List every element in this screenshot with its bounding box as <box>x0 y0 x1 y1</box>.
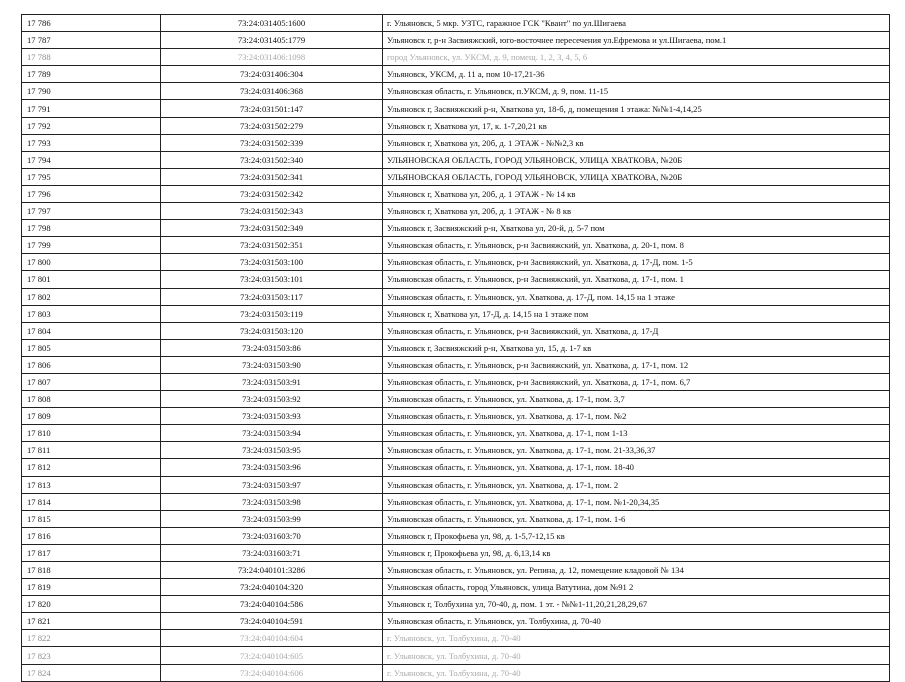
address-cell: Ульяновская область, г. Ульяновск, ул. Хваткова, д. 17-1, пом. 1-6 <box>383 510 890 527</box>
address-cell: Ульяновск г, Хваткова ул, 20б, д. 1 ЭТАЖ - № 14 кв <box>383 185 890 202</box>
table-row <box>22 425 890 442</box>
row-number-cell: 17 786 <box>22 15 161 32</box>
address-cell: Ульяновская область, г. Ульяновск, ул. Хваткова, д. 17-1, пом. 2 <box>383 476 890 493</box>
address-cell: Ульяновск г, Засвияжский р-н, Хваткова ул, 18-б, д, помещения 1 этажа: №№1-4,14,25 <box>383 100 890 117</box>
table-row <box>22 15 890 32</box>
address-cell: Ульяновская область, г. Ульяновск, ул. Репина, д. 12, помещение кладовой № 134 <box>383 562 890 579</box>
row-number-cell: 17 800 <box>22 254 161 271</box>
row-number-cell: 17 823 <box>22 647 161 664</box>
address-cell: город Ульяновск, ул. УКСМ, д. 9, помещ. 1, 2, 3, 4, 5, 6 <box>383 49 890 66</box>
row-number-cell: 17 809 <box>22 408 161 425</box>
address-cell: Ульяновская область, г. Ульяновск, ул. Хваткова, д. 17-1, пом. №1-20,34,35 <box>383 493 890 510</box>
row-number-cell: 17 801 <box>22 271 161 288</box>
cadastral-number-cell: 73:24:031502:343 <box>161 203 383 220</box>
cadastral-number-cell: 73:24:031503:119 <box>161 305 383 322</box>
table-row <box>22 408 890 425</box>
row-number-cell: 17 796 <box>22 185 161 202</box>
address-cell: г. Ульяновск, ул. Толбухина, д. 70-40 <box>383 647 890 664</box>
row-number-cell: 17 821 <box>22 613 161 630</box>
address-cell: Ульяновская область, г. Ульяновск, р-н Засвияжский, ул. Хваткова, д. 17-1, пом. 6,7 <box>383 373 890 390</box>
cadastral-number-cell: 73:24:031503:92 <box>161 391 383 408</box>
table-row <box>22 32 890 49</box>
cadastral-number-cell: 73:24:031503:101 <box>161 271 383 288</box>
table-row <box>22 339 890 356</box>
address-cell: Ульяновск г, Прокофьева ул, 98, д. 1-5,7-12,15 кв <box>383 527 890 544</box>
registry-table-body <box>22 15 890 682</box>
row-number-cell: 17 815 <box>22 510 161 527</box>
table-row <box>22 391 890 408</box>
cadastral-number-cell: 73:24:040104:586 <box>161 596 383 613</box>
row-number-cell: 17 820 <box>22 596 161 613</box>
table-row <box>22 647 890 664</box>
table-row <box>22 356 890 373</box>
address-cell: Ульяновская область, г. Ульяновск, ул. Хваткова, д. 17-1, пом. 21-33,36,37 <box>383 442 890 459</box>
row-number-cell: 17 817 <box>22 544 161 561</box>
cadastral-number-cell: 73:24:031406:368 <box>161 83 383 100</box>
row-number-cell: 17 803 <box>22 305 161 322</box>
row-number-cell: 17 810 <box>22 425 161 442</box>
row-number-cell: 17 822 <box>22 630 161 647</box>
address-cell: Ульяновск г, Засвияжский р-н, Хваткова ул, 15, д. 1-7 кв <box>383 339 890 356</box>
table-row <box>22 288 890 305</box>
cadastral-number-cell: 73:24:031503:98 <box>161 493 383 510</box>
row-number-cell: 17 799 <box>22 237 161 254</box>
cadastral-number-cell: 73:24:031501:147 <box>161 100 383 117</box>
row-number-cell: 17 816 <box>22 527 161 544</box>
row-number-cell: 17 798 <box>22 220 161 237</box>
address-cell: Ульяновская область, г. Ульяновск, ул. Хваткова, д. 17-1, пом. 3,7 <box>383 391 890 408</box>
address-cell: УЛЬЯНОВСКАЯ ОБЛАСТЬ, ГОРОД УЛЬЯНОВСК, УЛИЦА ХВАТКОВА, №20Б <box>383 168 890 185</box>
cadastral-number-cell: 73:24:031503:91 <box>161 373 383 390</box>
table-row <box>22 493 890 510</box>
address-cell: Ульяновская область, г. Ульяновск, ул. Хваткова, д. 17-1, пом. №2 <box>383 408 890 425</box>
row-number-cell: 17 791 <box>22 100 161 117</box>
table-row <box>22 459 890 476</box>
table-row <box>22 185 890 202</box>
row-number-cell: 17 814 <box>22 493 161 510</box>
address-cell: Ульяновск г, Толбухина ул, 70-40, д, пом. 1 эт. - №№1-11,20,21,28,29,67 <box>383 596 890 613</box>
table-row <box>22 613 890 630</box>
address-cell: Ульяновская область, г. Ульяновск, п.УКСМ, д. 9, пом. 11-15 <box>383 83 890 100</box>
cadastral-number-cell: 73:24:031503:120 <box>161 322 383 339</box>
table-row <box>22 373 890 390</box>
table-row <box>22 168 890 185</box>
row-number-cell: 17 794 <box>22 151 161 168</box>
table-row <box>22 562 890 579</box>
address-cell: Ульяновск г, Прокофьева ул, 98, д. 6,13,14 кв <box>383 544 890 561</box>
table-row <box>22 49 890 66</box>
table-row <box>22 476 890 493</box>
cadastral-number-cell: 73:24:031406:304 <box>161 66 383 83</box>
address-cell: г. Ульяновск, ул. Толбухина, д. 70-40 <box>383 664 890 681</box>
address-cell: г. Ульяновск, ул. Толбухина, д. 70-40 <box>383 630 890 647</box>
cadastral-number-cell: 73:24:031502:339 <box>161 134 383 151</box>
cadastral-number-cell: 73:24:031502:351 <box>161 237 383 254</box>
address-cell: Ульяновск г, Засвияжский р-н, Хваткова ул, 20-й, д. 5-7 пом <box>383 220 890 237</box>
address-cell: Ульяновск г, Хваткова ул, 17-Д, д. 14,15 на 1 этаже пом <box>383 305 890 322</box>
row-number-cell: 17 789 <box>22 66 161 83</box>
cadastral-number-cell: 73:24:040104:320 <box>161 579 383 596</box>
table-row <box>22 579 890 596</box>
table-row <box>22 442 890 459</box>
cadastral-number-cell: 73:24:031503:97 <box>161 476 383 493</box>
address-cell: Ульяновская область, г. Ульяновск, р-н Засвияжский, ул. Хваткова, д. 17-Д <box>383 322 890 339</box>
row-number-cell: 17 790 <box>22 83 161 100</box>
table-row <box>22 664 890 681</box>
address-cell: Ульяновская область, г. Ульяновск, ул. Хваткова, д. 17-1, пом. 18-40 <box>383 459 890 476</box>
row-number-cell: 17 813 <box>22 476 161 493</box>
row-number-cell: 17 788 <box>22 49 161 66</box>
cadastral-number-cell: 73:24:031405:1600 <box>161 15 383 32</box>
row-number-cell: 17 812 <box>22 459 161 476</box>
cadastral-number-cell: 73:24:031502:342 <box>161 185 383 202</box>
table-row <box>22 220 890 237</box>
address-cell: Ульяновская область, г. Ульяновск, р-н Засвияжский, ул. Хваткова, д. 20-1, пом. 8 <box>383 237 890 254</box>
table-row <box>22 510 890 527</box>
address-cell: УЛЬЯНОВСКАЯ ОБЛАСТЬ, ГОРОД УЛЬЯНОВСК, УЛИЦА ХВАТКОВА, №20Б <box>383 151 890 168</box>
table-row <box>22 203 890 220</box>
cadastral-number-cell: 73:24:031603:71 <box>161 544 383 561</box>
row-number-cell: 17 819 <box>22 579 161 596</box>
cadastral-number-cell: 73:24:040104:591 <box>161 613 383 630</box>
cadastral-number-cell: 73:24:031502:279 <box>161 117 383 134</box>
row-number-cell: 17 806 <box>22 356 161 373</box>
row-number-cell: 17 787 <box>22 32 161 49</box>
table-row <box>22 134 890 151</box>
address-cell: Ульяновск, УКСМ, д. 11 а, пом 10-17,21-36 <box>383 66 890 83</box>
address-cell: Ульяновская область, г. Ульяновск, р-н Засвияжский, ул. Хваткова, д. 17-1, пом. 12 <box>383 356 890 373</box>
address-cell: г. Ульяновск, 5 мкр. УЗТС, гаражное ГСК "Квант" по ул.Шигаева <box>383 15 890 32</box>
address-cell: Ульяновская область, город Ульяновск, улица Ватутина, дом №91 2 <box>383 579 890 596</box>
address-cell: Ульяновск г, Хваткова ул, 17, к. 1-7,20,21 кв <box>383 117 890 134</box>
cadastral-number-cell: 73:24:031502:340 <box>161 151 383 168</box>
cadastral-number-cell: 73:24:031503:95 <box>161 442 383 459</box>
row-number-cell: 17 804 <box>22 322 161 339</box>
table-row <box>22 151 890 168</box>
table-row <box>22 596 890 613</box>
cadastral-number-cell: 73:24:031503:93 <box>161 408 383 425</box>
row-number-cell: 17 807 <box>22 373 161 390</box>
table-row <box>22 630 890 647</box>
table-row <box>22 322 890 339</box>
address-cell: Ульяновск г, р-н Засвияжский, юго-восточнее пересечения ул.Ефремова и ул.Шигаева, пом.1 <box>383 32 890 49</box>
table-row <box>22 237 890 254</box>
cadastral-number-cell: 73:24:031503:100 <box>161 254 383 271</box>
address-cell: Ульяновская область, г. Ульяновск, р-н Засвияжский, ул. Хваткова, д. 17-Д, пом. 1-5 <box>383 254 890 271</box>
table-row <box>22 100 890 117</box>
cadastral-number-cell: 73:24:031503:99 <box>161 510 383 527</box>
cadastral-number-cell: 73:24:040104:604 <box>161 630 383 647</box>
table-row <box>22 544 890 561</box>
table-row <box>22 83 890 100</box>
cadastral-number-cell: 73:24:040104:605 <box>161 647 383 664</box>
row-number-cell: 17 811 <box>22 442 161 459</box>
row-number-cell: 17 795 <box>22 168 161 185</box>
address-cell: Ульяновск г, Хваткова ул, 20б, д. 1 ЭТАЖ - № 8 кв <box>383 203 890 220</box>
registry-sheet <box>21 14 889 682</box>
cadastral-number-cell: 73:24:031405:1779 <box>161 32 383 49</box>
cadastral-number-cell: 73:24:031503:86 <box>161 339 383 356</box>
cadastral-number-cell: 73:24:040101:3286 <box>161 562 383 579</box>
row-number-cell: 17 792 <box>22 117 161 134</box>
address-cell: Ульяновская область, г. Ульяновск, р-н Засвияжский, ул. Хваткова, д. 17-1, пом. 1 <box>383 271 890 288</box>
row-number-cell: 17 793 <box>22 134 161 151</box>
address-cell: Ульяновская область, г. Ульяновск, ул. Толбухина, д. 70-40 <box>383 613 890 630</box>
address-cell: Ульяновская область, г. Ульяновск, ул. Хваткова, д. 17-1, пом 1-13 <box>383 425 890 442</box>
address-cell: Ульяновск г, Хваткова ул, 20б, д. 1 ЭТАЖ - №№2,3 кв <box>383 134 890 151</box>
cadastral-number-cell: 73:24:031406:1098 <box>161 49 383 66</box>
cadastral-number-cell: 73:24:031503:96 <box>161 459 383 476</box>
table-row <box>22 527 890 544</box>
cadastral-number-cell: 73:24:031503:90 <box>161 356 383 373</box>
row-number-cell: 17 818 <box>22 562 161 579</box>
row-number-cell: 17 802 <box>22 288 161 305</box>
table-row <box>22 305 890 322</box>
table-row <box>22 271 890 288</box>
row-number-cell: 17 824 <box>22 664 161 681</box>
registry-table <box>21 14 890 682</box>
table-row <box>22 254 890 271</box>
table-row <box>22 117 890 134</box>
cadastral-number-cell: 73:24:031502:349 <box>161 220 383 237</box>
row-number-cell: 17 808 <box>22 391 161 408</box>
row-number-cell: 17 797 <box>22 203 161 220</box>
row-number-cell: 17 805 <box>22 339 161 356</box>
table-row <box>22 66 890 83</box>
cadastral-number-cell: 73:24:031503:94 <box>161 425 383 442</box>
cadastral-number-cell: 73:24:031603:70 <box>161 527 383 544</box>
cadastral-number-cell: 73:24:031502:341 <box>161 168 383 185</box>
cadastral-number-cell: 73:24:040104:606 <box>161 664 383 681</box>
cadastral-number-cell: 73:24:031503:117 <box>161 288 383 305</box>
address-cell: Ульяновская область, г. Ульяновск, ул. Хваткова, д. 17-Д, пом. 14,15 на 1 этаже <box>383 288 890 305</box>
